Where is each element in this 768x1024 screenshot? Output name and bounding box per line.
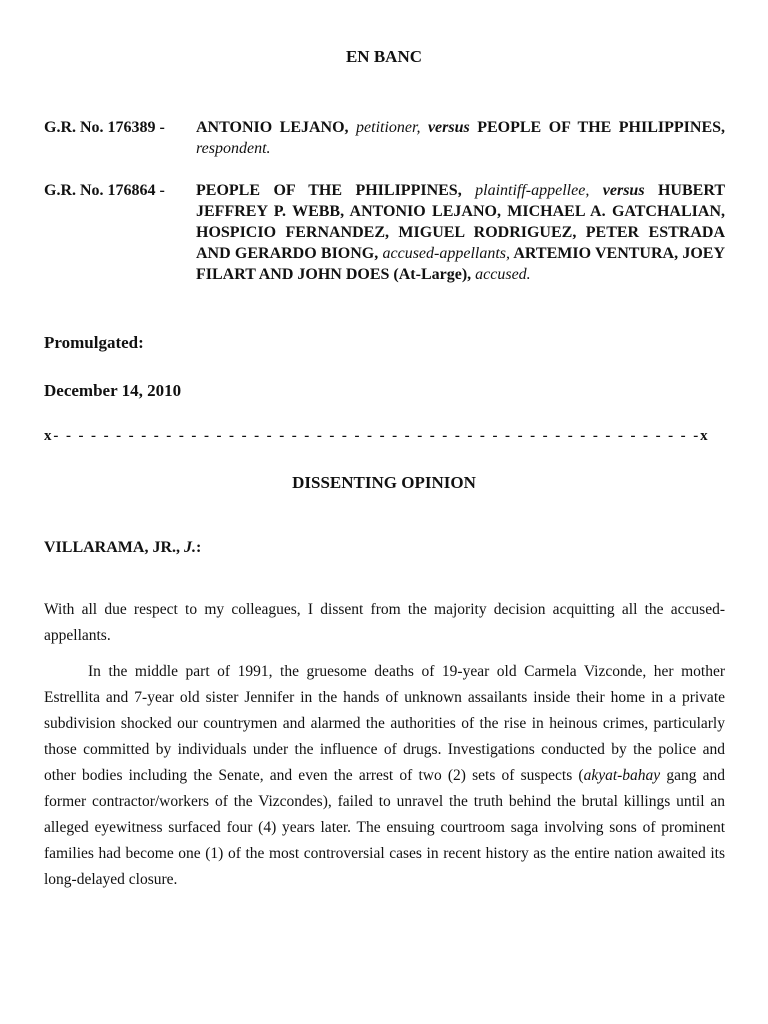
- separator-line: x- - - - - - - - - - - - - - - - - - - - - - - - - - - - - - - - - - - - - - - - - - - - - - - - - - - -x: [44, 428, 710, 444]
- case-number: G.R. No. 176389 -: [44, 119, 165, 136]
- paragraph-1: With all due respect to my colleagues, I dissent from the majority decision acquitting all the accused-appellants.: [44, 601, 725, 644]
- opinion-title: DISSENTING OPINION: [292, 473, 476, 492]
- court-division-heading: EN BANC: [345, 47, 423, 66]
- case-number: G.R. No. 176864 -: [44, 182, 165, 199]
- case-parties: ANTONIO LEJANO, petitioner, versus PEOPLE OF THE PHILIPPINES, respondent.: [196, 119, 726, 157]
- case-caption-1: [44, 117, 725, 159]
- author-line: VILLARAMA, JR., J.:: [44, 539, 202, 556]
- paragraph-2: In the middle part of 1991, the gruesome deaths of 19-year old Carmela Vizconde, her mother Estrellita and 7-year old sister Jennifer in the hands of unknown assailants inside their home in a private subdivision shocked our countrymen and alarmed the authorities of the rise in heinous crimes, particularly those committed by individuals under the influence of drugs. Investigations conducted by the police and other bodies including the Senate, and even the arrest of two (2) sets of suspects (akyat-bahay gang and former contractor/workers of the Vizcondes), failed to unravel the truth behind the brutal killings until an alleged eyewitness surfaced four (4) years later. The ensuing courtroom saga involving sons of prominent families had become one (1) of the most controversial cases in recent history as the entire nation awaited its long-delayed closure.: [44, 663, 725, 888]
- promulgated-label: Promulgated:: [44, 333, 144, 352]
- case-parties: PEOPLE OF THE PHILIPPINES, plaintiff-appellee, versus HUBERT JEFFREY P. WEBB, ANTONIO LEJANO, MICHAEL A. GATCHALIAN, HOSPICIO FERNANDEZ, MIGUEL RODRIGUEZ, PETER ESTRADA AND GERARDO BIONG, accused-appellants, ARTEMIO VENTURA, JOEY FILART AND JOHN DOES (At-Large), accused.: [196, 182, 725, 283]
- opinion-body: [44, 597, 725, 893]
- case-caption-2: [44, 180, 725, 285]
- author-name: VILLARAMA, JR.,: [44, 539, 180, 556]
- promulgated-date: December 14, 2010: [44, 381, 182, 400]
- author-title: J.: [184, 539, 196, 556]
